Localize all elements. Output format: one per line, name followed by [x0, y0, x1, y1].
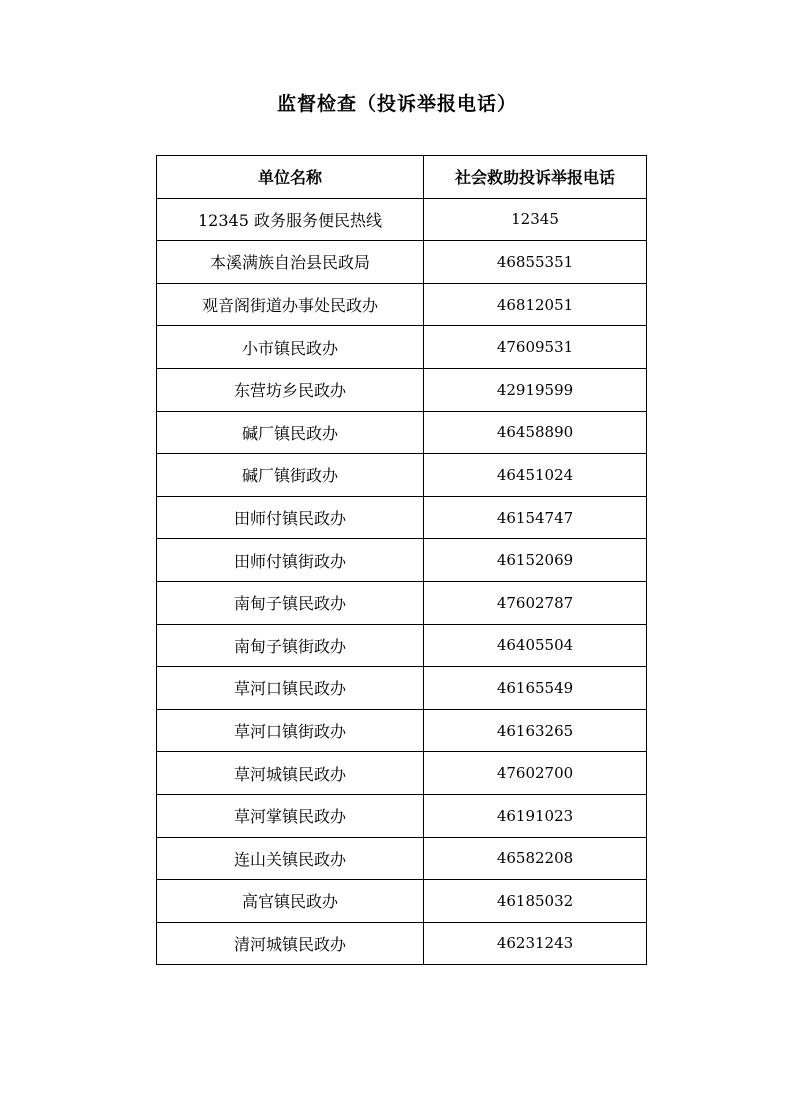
table-row	[157, 922, 647, 965]
table-row	[157, 667, 647, 710]
table-row	[157, 283, 647, 326]
phone-number-cell: 47602700	[424, 752, 647, 795]
phone-number-cell: 46154747	[424, 496, 647, 539]
phone-number-cell: 12345	[424, 198, 647, 241]
table-row	[157, 454, 647, 497]
unit-name-cell: 南甸子镇街政办	[157, 624, 424, 667]
phone-number-cell: 46165549	[424, 667, 647, 710]
table-header-row	[157, 156, 647, 199]
column-header-unit-name: 单位名称	[157, 156, 424, 199]
phone-number-cell: 47602787	[424, 581, 647, 624]
unit-name-cell: 观音阁街道办事处民政办	[157, 283, 424, 326]
phone-number-cell: 46163265	[424, 709, 647, 752]
table-row	[157, 496, 647, 539]
unit-name-cell: 碱厂镇街政办	[157, 454, 424, 497]
phone-number-cell: 46812051	[424, 283, 647, 326]
phone-number-cell: 46458890	[424, 411, 647, 454]
unit-name-cell: 草河口镇民政办	[157, 667, 424, 710]
phone-number-cell: 46185032	[424, 880, 647, 923]
table-row	[157, 709, 647, 752]
unit-name-cell: 清河城镇民政办	[157, 922, 424, 965]
unit-name-cell: 12345 政务服务便民热线	[157, 198, 424, 241]
table-row	[157, 837, 647, 880]
unit-name-cell: 本溪满族自治县民政局	[157, 241, 424, 284]
phone-number-cell: 46231243	[424, 922, 647, 965]
unit-name-cell: 东营坊乡民政办	[157, 368, 424, 411]
phone-number-cell: 46152069	[424, 539, 647, 582]
table-row	[157, 880, 647, 923]
phone-number-cell: 46191023	[424, 794, 647, 837]
unit-name-cell: 高官镇民政办	[157, 880, 424, 923]
unit-name-cell: 草河城镇民政办	[157, 752, 424, 795]
phone-number-cell: 46405504	[424, 624, 647, 667]
unit-name-cell: 连山关镇民政办	[157, 837, 424, 880]
table-row	[157, 539, 647, 582]
phone-number-cell: 42919599	[424, 368, 647, 411]
table-row	[157, 752, 647, 795]
table-row	[157, 581, 647, 624]
table-row	[157, 411, 647, 454]
table-row	[157, 326, 647, 369]
page-title: 监督检查（投诉举报电话）	[276, 93, 517, 115]
table-row	[157, 624, 647, 667]
table-row	[157, 241, 647, 284]
phone-number-cell: 46451024	[424, 454, 647, 497]
table-row	[157, 794, 647, 837]
hotline-table	[156, 155, 647, 965]
unit-name-cell: 草河掌镇民政办	[157, 794, 424, 837]
unit-name-cell: 南甸子镇民政办	[157, 581, 424, 624]
table-row	[157, 198, 647, 241]
unit-name-cell: 田师付镇民政办	[157, 496, 424, 539]
unit-name-cell: 碱厂镇民政办	[157, 411, 424, 454]
unit-name-cell: 草河口镇街政办	[157, 709, 424, 752]
phone-number-cell: 47609531	[424, 326, 647, 369]
column-header-hotline: 社会救助投诉举报电话	[424, 156, 647, 199]
table-row	[157, 368, 647, 411]
unit-name-cell: 田师付镇街政办	[157, 539, 424, 582]
phone-number-cell: 46855351	[424, 241, 647, 284]
unit-name-cell: 小市镇民政办	[157, 326, 424, 369]
phone-number-cell: 46582208	[424, 837, 647, 880]
